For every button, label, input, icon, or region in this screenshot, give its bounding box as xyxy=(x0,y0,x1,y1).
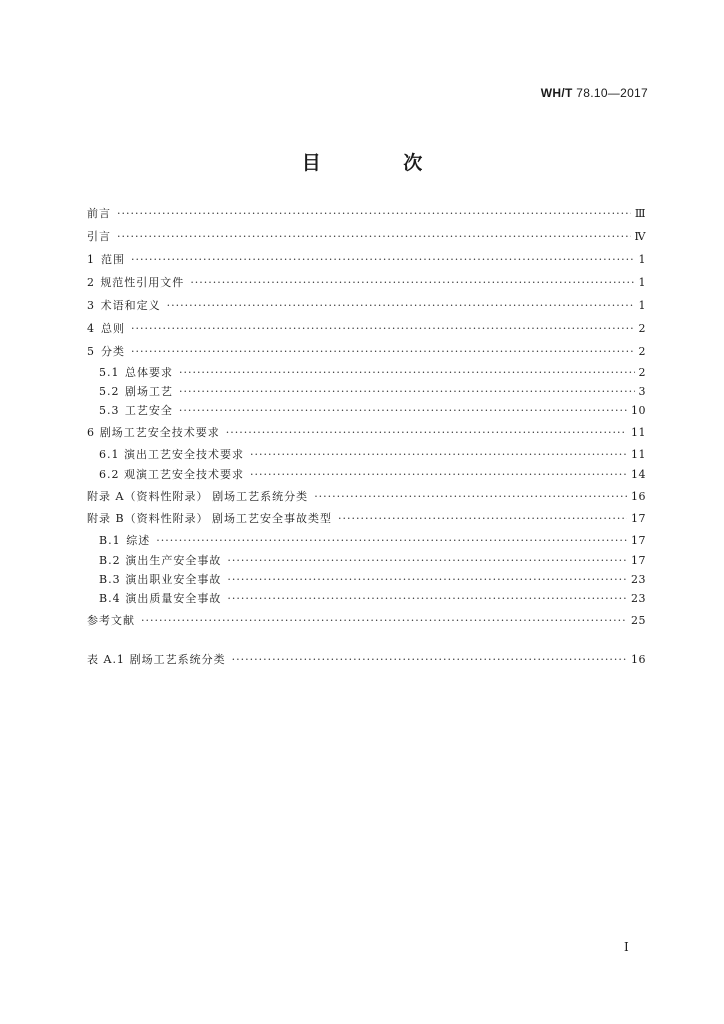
toc-entry-5-3[interactable] xyxy=(99,401,646,421)
leader-dots xyxy=(179,363,635,383)
toc-entry-title: 演出质量安全事故 xyxy=(125,592,222,605)
toc-entry-number: 6 xyxy=(87,426,95,439)
toc-entry-title: 剧场工艺 xyxy=(124,385,173,398)
toc-entry-b-1[interactable] xyxy=(99,531,646,551)
toc-entry-title: 范围 xyxy=(101,253,126,266)
toc-entry-6-1[interactable] xyxy=(99,445,646,465)
leader-dots xyxy=(131,342,634,362)
toc-entry-4[interactable] xyxy=(87,319,646,339)
toc-entry-title: 演出职业安全事故 xyxy=(125,573,222,586)
toc-entry-introduction[interactable] xyxy=(87,227,646,247)
toc-entry-page: 10 xyxy=(631,404,646,417)
toc-entry-page: 16 xyxy=(631,653,646,666)
toc-entry-page: 2 xyxy=(638,322,646,335)
leader-dots xyxy=(250,445,627,465)
toc-entry-5-1[interactable] xyxy=(99,363,646,383)
toc-entry-title: 剧场工艺安全技术要求 xyxy=(99,426,220,439)
toc-entry-2[interactable] xyxy=(87,273,646,293)
toc-entry-number: 附录 A（资料性附录） xyxy=(87,490,209,503)
toc-entry-title: 观演工艺安全技术要求 xyxy=(124,468,244,481)
toc-entry-number: 附录 B（资料性附录） xyxy=(87,512,209,525)
toc-entry-title: 综述 xyxy=(126,534,151,547)
toc-entry-3[interactable] xyxy=(87,296,646,316)
leader-dots xyxy=(232,650,627,670)
leader-dots xyxy=(141,611,627,631)
toc-entry-6-2[interactable] xyxy=(99,465,646,485)
toc-entry-title: 演出生产安全事故 xyxy=(125,554,222,567)
toc-entry-number: 4 xyxy=(87,322,95,335)
leader-dots xyxy=(226,423,627,443)
leader-dots xyxy=(227,551,627,571)
toc-entry-number: 2 xyxy=(87,276,95,289)
toc-entry-title: 工艺安全 xyxy=(124,404,173,417)
toc-entry-page: 11 xyxy=(631,448,646,461)
toc-entry-page: 2 xyxy=(638,366,646,379)
toc-entry-page: Ⅲ xyxy=(634,207,646,220)
toc-entry-number: B.1 xyxy=(99,534,121,547)
toc-entry-page: 17 xyxy=(631,554,646,567)
toc-entry-number: B.3 xyxy=(99,573,121,586)
standard-number: 78.10—2017 xyxy=(576,86,648,100)
toc-entry-page: 16 xyxy=(631,490,646,503)
toc-entry-number: 1 xyxy=(87,253,95,266)
toc-entry-number: 6.2 xyxy=(99,468,120,481)
toc-entry-number: 5.3 xyxy=(99,404,120,417)
leader-dots xyxy=(179,382,635,402)
toc-entry-number: 5 xyxy=(87,345,95,358)
leader-dots xyxy=(338,509,627,529)
toc-entry-page: 23 xyxy=(631,592,646,605)
toc-entry-page: 23 xyxy=(631,573,646,586)
toc-entry-title: 剧场工艺安全事故类型 xyxy=(212,512,333,525)
toc-entry-page: 1 xyxy=(638,276,646,289)
leader-dots xyxy=(117,227,631,247)
toc-entry-page: 11 xyxy=(631,426,646,439)
leader-dots xyxy=(167,296,635,316)
toc-entry-foreword[interactable] xyxy=(87,204,646,224)
toc-entry-references[interactable] xyxy=(87,611,646,631)
toc-entry-b-3[interactable] xyxy=(99,570,646,590)
toc-entry-title: 引言 xyxy=(87,230,111,243)
toc-entry-title: 总体要求 xyxy=(124,366,173,379)
toc-entry-b-4[interactable] xyxy=(99,589,646,609)
leader-dots xyxy=(314,487,627,507)
toc-entry-title: 参考文献 xyxy=(87,614,135,627)
toc-entry-title: 剧场工艺系统分类 xyxy=(129,653,226,666)
leader-dots xyxy=(131,319,634,339)
toc-entry-page: 17 xyxy=(631,512,646,525)
leader-dots xyxy=(131,250,634,270)
toc-entry-page: 1 xyxy=(638,299,646,312)
toc-entry-number: 5.1 xyxy=(99,366,120,379)
toc-entry-1[interactable] xyxy=(87,250,646,270)
toc-entry-title: 剧场工艺系统分类 xyxy=(212,490,309,503)
toc-entry-page: 25 xyxy=(631,614,646,627)
toc-entry-title: 总则 xyxy=(101,322,126,335)
page-number: I xyxy=(624,940,629,954)
leader-dots xyxy=(117,204,631,224)
toc-entry-page: 3 xyxy=(638,385,646,398)
toc-entry-number: 表 A.1 xyxy=(87,653,125,666)
toc-entry-5[interactable] xyxy=(87,342,646,362)
toc-title: 目 次 xyxy=(301,152,461,174)
toc-entry-5-2[interactable] xyxy=(99,382,646,402)
standard-prefix: WH/T xyxy=(540,86,573,100)
toc-entry-number: 6.1 xyxy=(99,448,120,461)
toc-entry-appendix-a[interactable] xyxy=(87,487,646,507)
leader-dots xyxy=(156,531,627,551)
toc-entry-page: 17 xyxy=(631,534,646,547)
toc-entry-page: 2 xyxy=(638,345,646,358)
toc-entry-number: 3 xyxy=(87,299,95,312)
toc-entry-page: Ⅳ xyxy=(634,230,646,243)
toc-entry-title: 规范性引用文件 xyxy=(100,276,185,289)
leader-dots xyxy=(227,589,627,609)
toc-entry-page: 1 xyxy=(638,253,646,266)
standard-code xyxy=(541,86,648,100)
toc-entry-number: B.2 xyxy=(99,554,121,567)
leader-dots xyxy=(250,465,627,485)
toc-entry-table-a-1[interactable] xyxy=(87,650,646,670)
leader-dots xyxy=(227,570,627,590)
toc-entry-number: 5.2 xyxy=(99,385,120,398)
toc-entry-page: 14 xyxy=(631,468,646,481)
leader-dots xyxy=(190,273,634,293)
toc-entry-appendix-b[interactable] xyxy=(87,509,646,529)
toc-entry-title: 术语和定义 xyxy=(100,299,161,312)
leader-dots xyxy=(179,401,627,421)
toc-entry-number: B.4 xyxy=(99,592,121,605)
toc-entry-6[interactable] xyxy=(87,423,646,443)
toc-entry-title: 分类 xyxy=(101,345,126,358)
toc-entry-b-2[interactable] xyxy=(99,551,646,571)
toc-entry-title: 前言 xyxy=(87,207,111,220)
toc-entry-title: 演出工艺安全技术要求 xyxy=(124,448,244,461)
